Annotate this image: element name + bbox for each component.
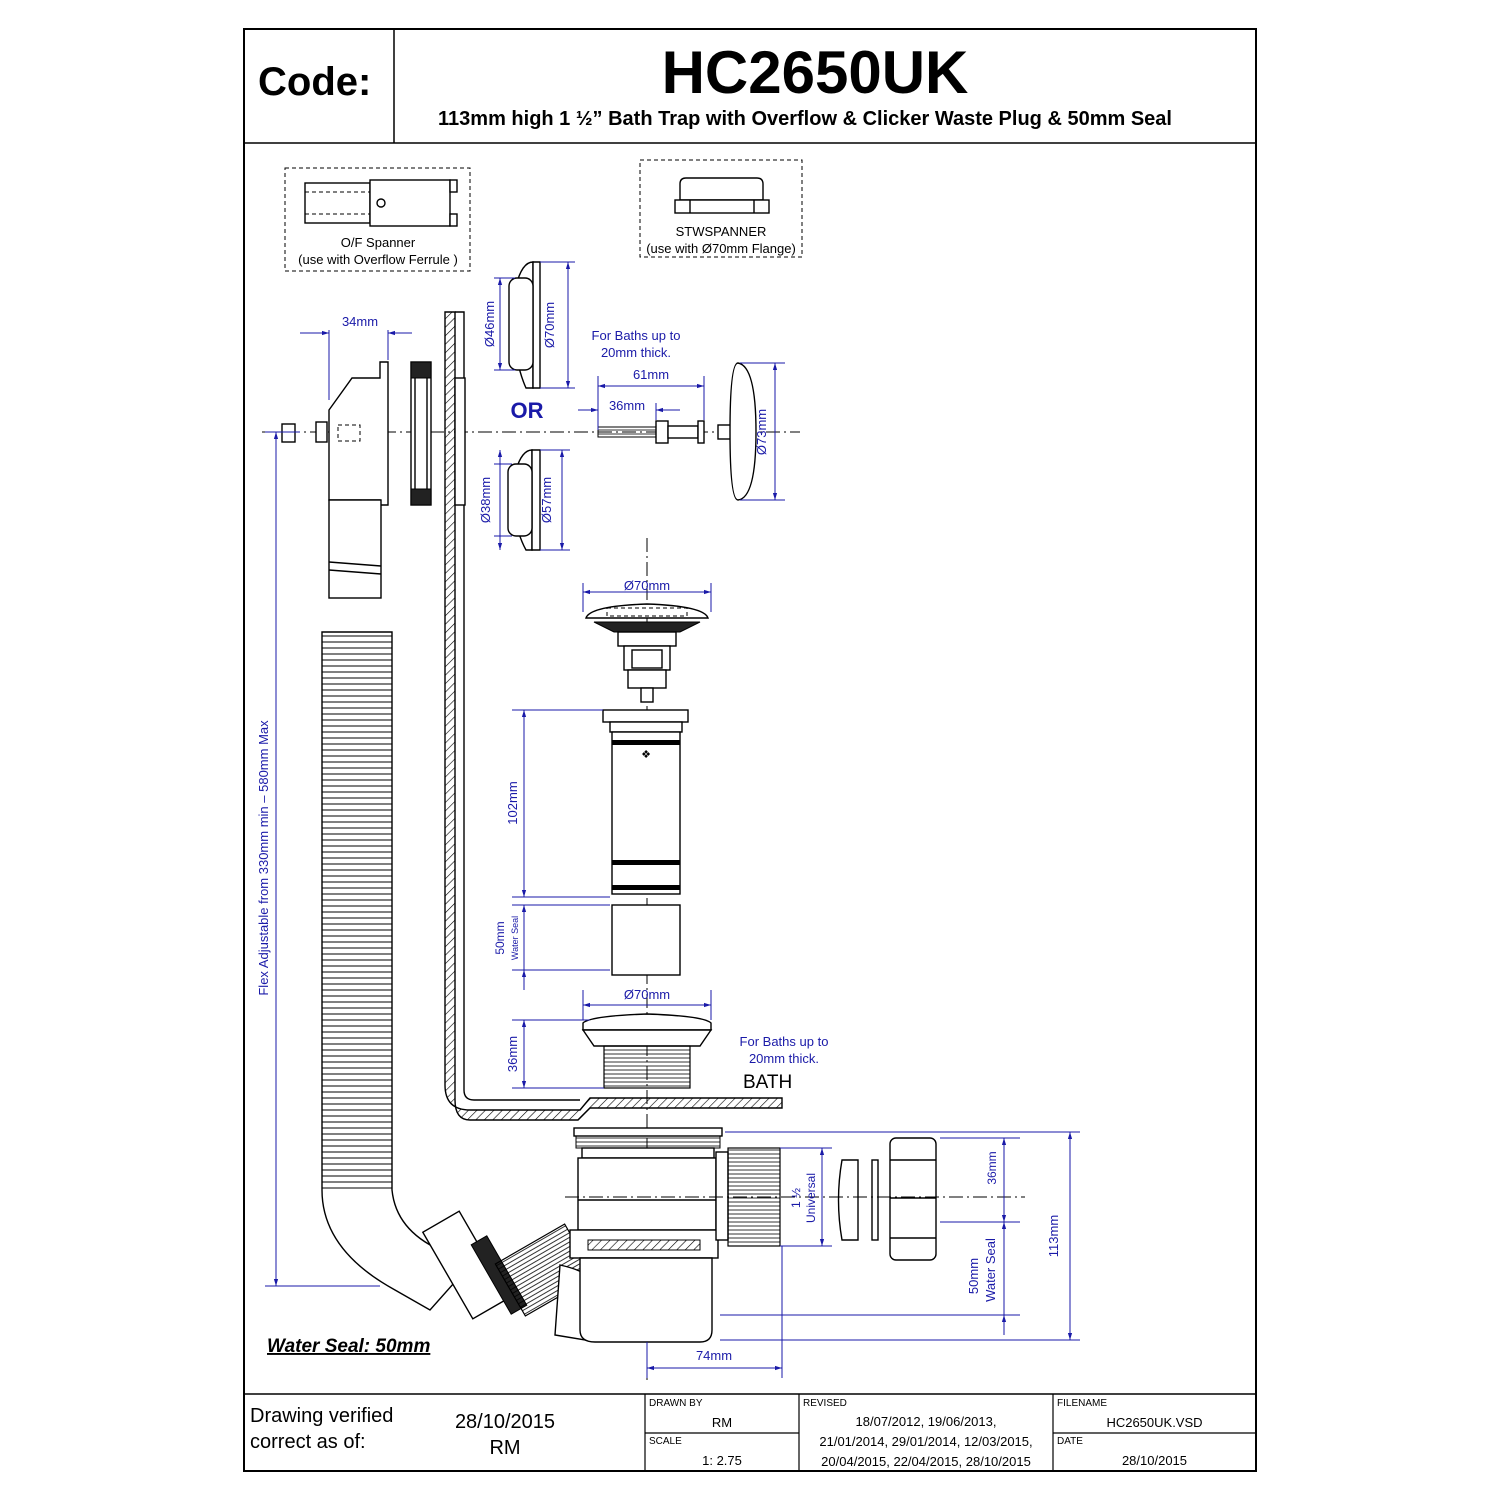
dim-36-bolt: 36mm: [608, 398, 646, 413]
of-spanner-box: [285, 168, 470, 271]
of-spanner-title: O/F Spanner: [340, 235, 416, 250]
revised-line-3: 20/04/2015, 22/04/2015, 28/10/2015: [821, 1454, 1031, 1469]
dim-57: Ø57mm: [539, 476, 554, 524]
overflow-cap-70: [509, 262, 540, 388]
dim-36-nut: 36mm: [985, 1151, 999, 1185]
svg-text:❖: ❖: [641, 749, 651, 761]
revised-line-1: 18/07/2012, 19/06/2013,: [855, 1414, 997, 1429]
overflow-cap-57: [508, 450, 540, 550]
filename-value: HC2650UK.VSD: [1106, 1415, 1203, 1430]
dim-73: Ø73mm: [754, 408, 769, 456]
overflow-bolt: [598, 363, 756, 500]
bath-label: BATH: [743, 1072, 793, 1093]
scale-label: SCALE: [649, 1436, 682, 1447]
baths-note-top-1: For Baths up to: [591, 328, 681, 343]
dim-61: 61mm: [632, 367, 670, 382]
dim-70-top: Ø70mm: [542, 301, 557, 349]
dim-water-seal-small: Water Seal: [510, 915, 520, 961]
dim-34: 34mm: [341, 314, 379, 329]
dim-36-flange: 36mm: [505, 1035, 520, 1073]
stw-spanner-title: STWSPANNER: [675, 224, 767, 239]
flex-hose: [322, 632, 601, 1340]
dim-50-small: 50mm: [493, 921, 507, 955]
date-label: DATE: [1057, 1436, 1083, 1447]
revised-label: REVISED: [803, 1398, 847, 1409]
drawn-by-label: DRAWN BY: [649, 1398, 703, 1409]
dim-70-plug: Ø70mm: [623, 578, 671, 593]
dim-113: 113mm: [1046, 1214, 1061, 1258]
waste-extension: [603, 710, 688, 975]
dim-74: 74mm: [695, 1348, 733, 1363]
stw-spanner-note: (use with Ø70mm Flange): [646, 241, 796, 256]
verified-label-1: Drawing verified: [250, 1405, 394, 1427]
bath-trap: [570, 1128, 780, 1342]
baths-note-top-2: 20mm thick.: [600, 345, 672, 360]
revised-line-2: 21/01/2014, 29/01/2014, 12/03/2015,: [819, 1434, 1033, 1449]
stw-spanner-box: [640, 160, 802, 257]
dim-universal: Universal: [804, 1172, 818, 1224]
dim-50-seal: 50mm: [966, 1257, 981, 1295]
dim-flex: Flex Adjustable from 330mm min – 580mm Max: [256, 720, 271, 996]
filename-label: FILENAME: [1057, 1398, 1108, 1409]
waste-flange: [583, 1014, 711, 1088]
verified-by: RM: [489, 1437, 521, 1459]
baths-note-bot-2: 20mm thick.: [748, 1051, 820, 1066]
clicker-plug: [586, 604, 708, 702]
dim-one-half: 1 ½: [789, 1187, 803, 1209]
dim-water-seal: Water Seal: [983, 1238, 998, 1302]
outlet-nut-and-washer: [839, 1138, 937, 1260]
water-seal-note: Water Seal: 50mm: [267, 1336, 431, 1357]
verified-label-2: correct as of:: [250, 1431, 366, 1453]
product-subtitle: 113mm high 1 ½” Bath Trap with Overflow & Clicker Waste Plug & 50mm Seal: [438, 108, 1172, 130]
product-code: HC2650UK: [661, 39, 969, 106]
dim-102: 102mm: [505, 781, 520, 825]
baths-note-bot-1: For Baths up to: [739, 1034, 829, 1049]
dim-38: Ø38mm: [478, 476, 493, 524]
or-note: OR: [510, 398, 544, 423]
code-label: Code:: [258, 60, 372, 104]
date-value: 28/10/2015: [1121, 1453, 1188, 1468]
verified-date: 28/10/2015: [454, 1411, 556, 1433]
dim-46: Ø46mm: [482, 300, 497, 348]
dim-70-flange: Ø70mm: [623, 987, 671, 1002]
of-spanner-note: (use with Overflow Ferrule ): [298, 252, 458, 267]
scale-value: 1: 2.75: [702, 1453, 742, 1468]
drawn-by-value: RM: [711, 1415, 733, 1430]
overflow-body: [282, 362, 431, 598]
